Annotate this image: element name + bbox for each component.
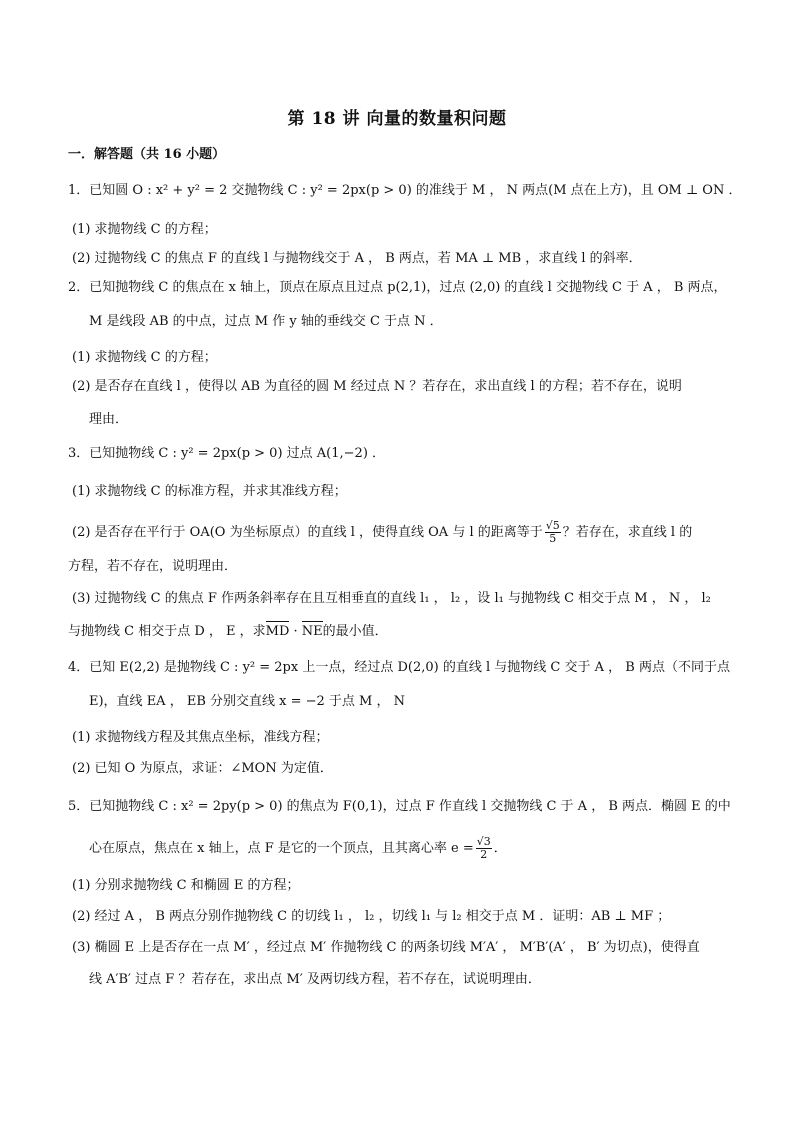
problem-3-statement: 3．已知抛物线 C : y² = 2px(p > 0) 过点 A(1,−2) ． (68, 446, 386, 461)
problem-2-part-2-line-1: (2) 是否存在直线 l ，使得以 AB 为直径的圆 M 经过点 N ？若存在，求出直线 l 的方程；若不存在，说明 (72, 379, 682, 394)
problem-5-statement-line-1: 5．已知抛物线 C : x² = 2py(p > 0) 的焦点为 F(0,1)，过点 F 作直线 l 交抛物线 C 于 A ， B 两点．椭圆 E 的中 (68, 799, 731, 814)
problem-5-statement-text-a: 心在原点，焦点在 x 轴上，点 F 是它的一个顶点，且其离心率 e = (89, 841, 474, 856)
fraction-denominator: 2 (480, 848, 488, 861)
problem-3-part-3-line-1: (3) 过抛物线 C 的焦点 F 作两条斜率存在且互相垂直的直线 l₁ ， l₂ ，设 l₁ 与抛物线 C 相交于点 M ， N ， l₂ (72, 591, 711, 606)
problem-1-statement: 1．已知圆 O : x² + y² = 2 交抛物线 C : y² = 2px(p > 0) 的准线于 M ， N 两点(M 点在上方)，且 OM ⊥ ON ． (68, 183, 742, 198)
problem-5-part-2: (2) 经过 A ， B 两点分别作抛物线 C 的切线 l₁ ， l₂ ，切线 l₁ 与 l₂ 相交于点 M ．证明：AB ⊥ MF ； (72, 909, 671, 924)
problem-3-part-3-line-2 (68, 624, 388, 640)
vector-md: MD (265, 624, 290, 639)
problem-2-statement-line-1: 2．已知抛物线 C 的焦点在 x 轴上，顶点在原点且过点 p(2,1)，过点 (2,0) 的直线 l 交抛物线 C 于 A ， B 两点， (68, 280, 727, 295)
problem-3-part-2-line-1 (72, 520, 692, 545)
problem-3-part-3-text-a: 与抛物线 C 相交于点 D ， E ，求 (68, 624, 266, 639)
problem-4-statement-line-2: E)，直线 EA ， EB 分别交直线 x = −2 于点 M ， N (89, 694, 406, 709)
problem-2-part-2-line-2: 理由． (89, 412, 129, 427)
problem-4-part-2: (2) 已知 O 为原点，求证：∠MON 为定值． (72, 761, 333, 776)
page-title: 第 18 讲 向量的数量积问题 (287, 109, 507, 129)
problem-3-part-2-text-a: (2) 是否存在平行于 OA(O 为坐标原点）的直线 l ，使得直线 OA 与 l 的距离等于 (72, 525, 543, 540)
distance-fraction (545, 520, 561, 545)
problem-5-part-1: (1) 分别求抛物线 C 和椭圆 E 的方程； (72, 878, 300, 893)
problem-5-statement-line-2 (89, 836, 507, 861)
eccentricity-fraction (476, 836, 492, 861)
problem-2-part-1: (1) 求抛物线 C 的方程； (72, 350, 217, 365)
problem-1-part-1: (1) 求抛物线 C 的方程； (72, 222, 217, 237)
problem-1-part-2: (2) 过抛物线 C 的焦点 F 的直线 l 与抛物线交于 A ， B 两点，若 MA ⊥ MB ，求直线 l 的斜率． (72, 251, 642, 266)
fraction-numerator: √3 (476, 835, 491, 848)
problem-5-statement-text-b: ． (493, 841, 507, 856)
problem-3-part-3-text-b: 的最小值． (322, 624, 388, 639)
fraction-denominator: 5 (549, 532, 557, 545)
problem-4-part-1: (1) 求抛物线方程及其焦点坐标，准线方程； (72, 730, 329, 745)
problem-4-statement-line-1: 4．已知 E(2,2) 是抛物线 C : y² = 2px 上一点，经过点 D(2,0) 的直线 l 与抛物线 C 交于 A ， B 两点（不同于点 (68, 660, 730, 675)
problem-5-part-3-line-2: 线 A′B′ 过点 F ？若存在，求出点 M′ 及两切线方程，若不存在，试说明理由． (89, 972, 541, 987)
problem-2-statement-line-2: M 是线段 AB 的中点，过点 M 作 y 轴的垂线交 C 于点 N ． (89, 314, 443, 329)
fraction-numerator: √5 (545, 519, 560, 532)
problem-3-part-1: (1) 求抛物线 C 的标准方程，并求其准线方程； (72, 484, 347, 499)
vector-ne: NE (301, 624, 323, 639)
problem-3-part-2-line-2: 方程，若不存在，说明理由． (68, 559, 238, 574)
problem-3-part-2-text-b: ？若存在，求直线 l 的 (562, 525, 693, 540)
section-heading: 一．解答题（共 16 小题） (68, 147, 226, 162)
problem-5-part-3-line-1: (3) 椭圆 E 上是否存在一点 M′ ，经过点 M′ 作抛物线 C 的两条切线 M′A′ ， M′B′(A′ ， B′ 为切点)，使得直 (72, 940, 700, 955)
dot-operator: · (289, 624, 302, 639)
